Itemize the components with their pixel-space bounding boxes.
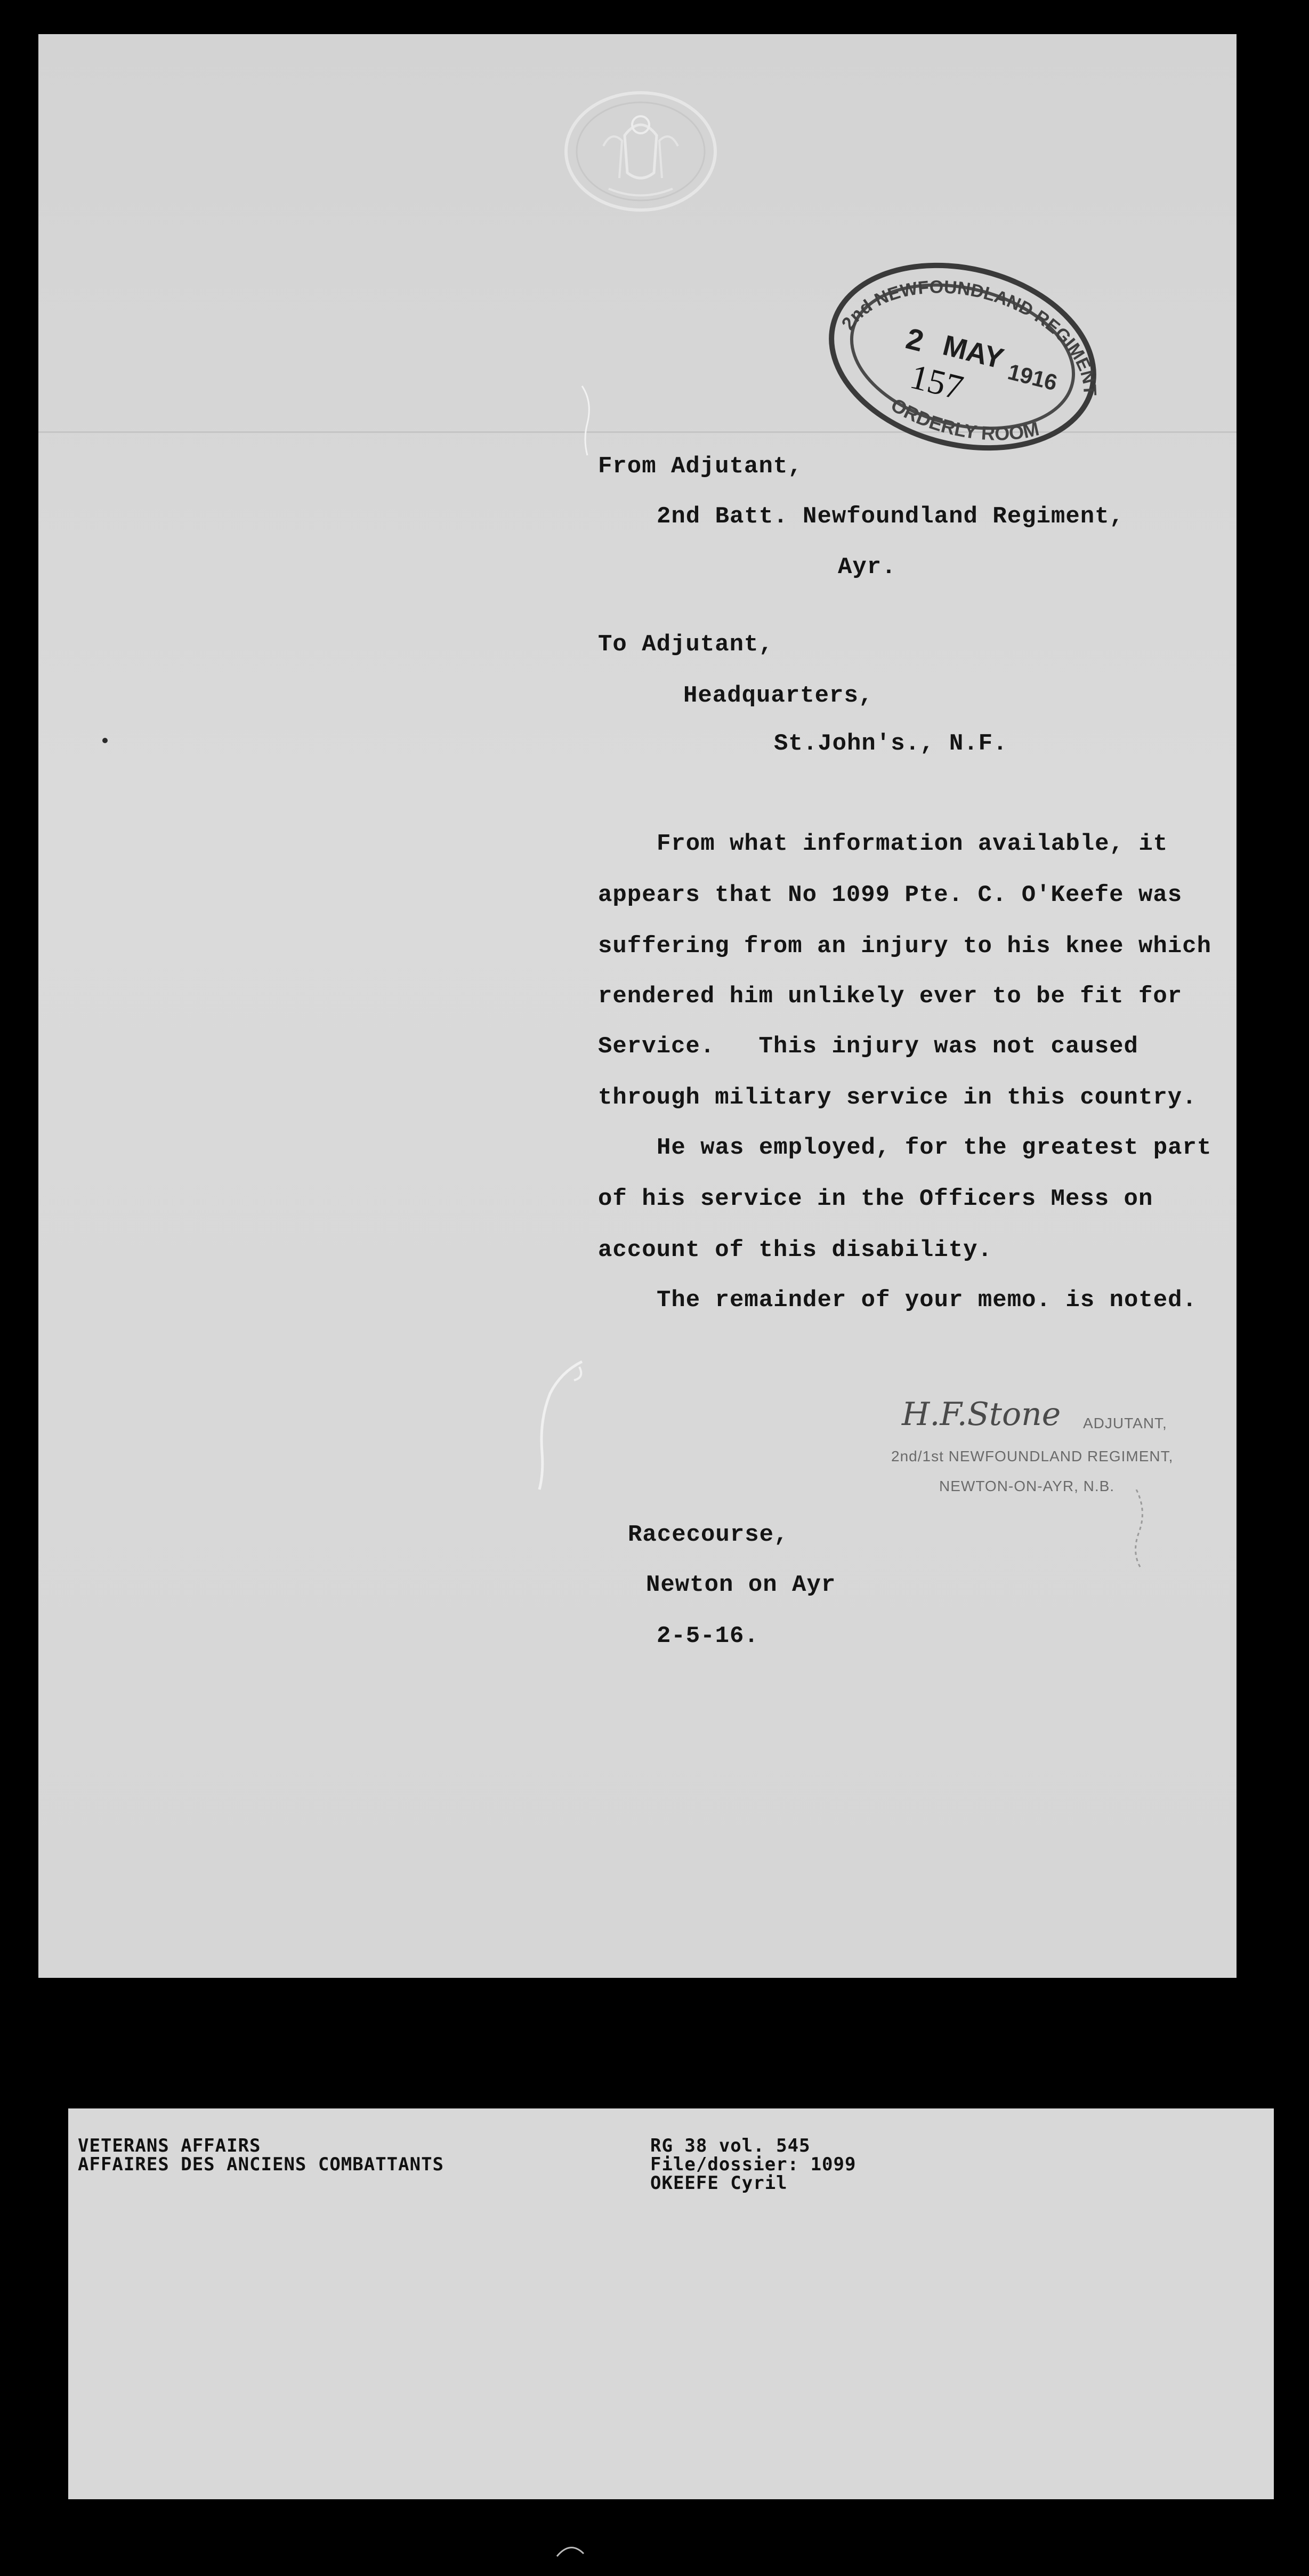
scan-artifact-mark bbox=[554, 2543, 586, 2559]
body-line-8: of his service in the Officers Mess on bbox=[598, 1186, 1153, 1212]
body-line-7: He was employed, for the greatest part bbox=[657, 1134, 1212, 1161]
body-line-4: rendered him unlikely ever to be fit for bbox=[598, 983, 1183, 1010]
label-department-en: VETERANS AFFAIRS bbox=[78, 2135, 261, 2156]
body-line-10: The remainder of your memo. is noted. bbox=[657, 1287, 1197, 1314]
stamp-top-text: 2nd NEWFOUNDLAND REGIMENT bbox=[837, 277, 1100, 397]
label-name: OKEEFE Cyril bbox=[650, 2172, 788, 2194]
stamp-month: MAY bbox=[940, 329, 1007, 375]
label-file-number: File/dossier: 1099 bbox=[650, 2154, 856, 2175]
closing-place: Racecourse, bbox=[628, 1522, 789, 1548]
to-place: St.John's., N.F. bbox=[774, 730, 1008, 757]
stamp-ring bbox=[803, 229, 1122, 485]
body-line-6: through military service in this country. bbox=[598, 1084, 1197, 1111]
margin-dot bbox=[97, 732, 113, 748]
margin-tick-mark bbox=[571, 381, 603, 461]
label-department-fr: AFFAIRES DES ANCIENS COMBATTANTS bbox=[78, 2154, 445, 2175]
orderly-room-stamp bbox=[803, 229, 1122, 485]
from-place: Ayr. bbox=[838, 554, 896, 581]
signature-location: NEWTON-ON-AYR, N.B. bbox=[939, 1478, 1115, 1494]
signature-title: ADJUTANT, bbox=[1083, 1415, 1167, 1431]
stamp-day: 2 bbox=[902, 321, 927, 358]
to-line: To Adjutant, bbox=[598, 631, 773, 658]
stamp-bottom-text: ORDERLY ROOM bbox=[887, 393, 1041, 445]
margin-pen-mark bbox=[529, 1356, 593, 1495]
stamp-number: 157 bbox=[906, 357, 967, 408]
to-unit: Headquarters, bbox=[683, 682, 874, 709]
closing-town: Newton on Ayr bbox=[646, 1572, 836, 1598]
signature-stamp bbox=[891, 1396, 1238, 1575]
signature-handwriting: H.F.Stone bbox=[902, 1396, 1061, 1433]
document-page bbox=[38, 34, 1237, 1978]
from-line: From Adjutant, bbox=[598, 453, 803, 480]
body-line-3: suffering from an injury to his knee which bbox=[598, 933, 1211, 960]
from-unit: 2nd Batt. Newfoundland Regiment, bbox=[657, 503, 1124, 530]
signature-regiment: 2nd/1st NEWFOUNDLAND REGIMENT, bbox=[891, 1448, 1174, 1464]
body-line-5: Service. This injury was not caused bbox=[598, 1033, 1138, 1060]
signature-faint-mark bbox=[1115, 1490, 1158, 1569]
closing-date: 2-5-16. bbox=[657, 1623, 759, 1649]
label-record-group: RG 38 vol. 545 bbox=[650, 2135, 811, 2156]
body-line-9: account of this disability. bbox=[598, 1237, 992, 1263]
body-line-1: From what information available, it bbox=[657, 831, 1168, 857]
body-line-2: appears that No 1099 Pte. C. O'Keefe was bbox=[598, 882, 1183, 908]
embossed-crest-seal bbox=[561, 87, 721, 215]
archive-label-card bbox=[68, 2108, 1274, 2499]
stamp-year: 1916 bbox=[1005, 359, 1060, 396]
